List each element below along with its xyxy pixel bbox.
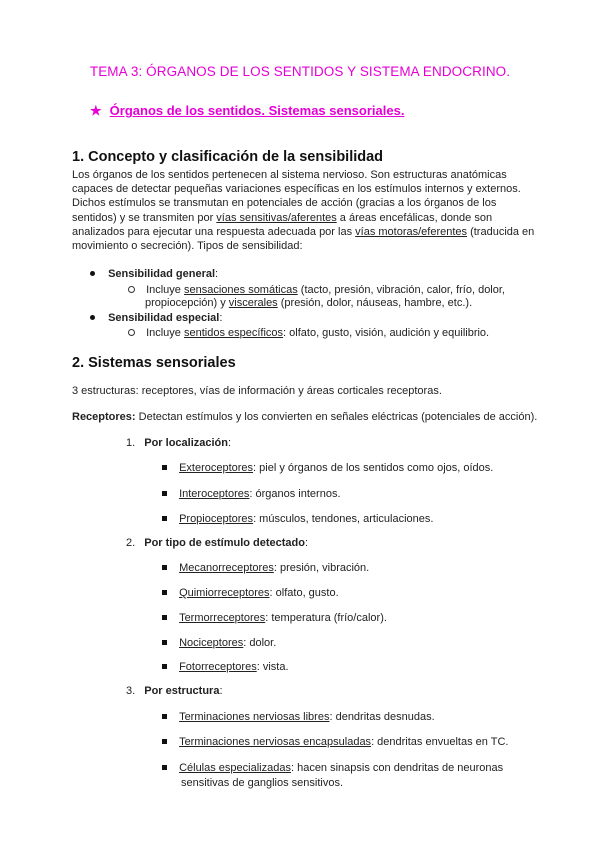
term-link[interactable]: Termorreceptores: [179, 612, 266, 624]
term-link[interactable]: Mecanorreceptores: [179, 562, 274, 574]
term-link[interactable]: Propioceptores: [179, 513, 254, 525]
paragraph-line: Dichos estímulos se transmutan en potenciales de acción (gracias a los órganos de los: [72, 197, 497, 210]
subtitle-link[interactable]: Órganos de los sentidos. Sistemas sensoriales.: [109, 103, 405, 118]
list-item: Células especializadas: hacen sinapsis con dendritas de neuronas: [162, 762, 503, 774]
term-link[interactable]: Células especializadas: [179, 762, 291, 774]
paragraph-line: Los órganos de los sentidos pertenecen al sistema nervioso. Son estructuras anatómicas: [72, 169, 507, 181]
bullet-icon: [90, 271, 95, 276]
square-bullet-icon: [162, 491, 167, 496]
list-item: Nociceptores: dolor.: [162, 637, 276, 649]
term-link[interactable]: Terminaciones nerviosas encapsuladas: [179, 736, 372, 748]
visceral-link[interactable]: viscerales: [228, 297, 278, 309]
square-bullet-icon: [162, 739, 167, 744]
numbered-item-estructura: 3. Por estructura:: [126, 685, 223, 697]
paragraph-line: capaces de detectar pequeñas variaciones específicas en los estímulos internos y externos.: [72, 183, 521, 196]
term-link[interactable]: Exteroceptores: [179, 462, 254, 474]
paragraph-line: analizados para ejecutar una respuesta adecuada por las vías motoras/eferentes (traducida en: [72, 225, 535, 238]
bullet-icon: [90, 315, 95, 320]
section-subtitle: [90, 103, 404, 119]
list-item: Terminaciones nerviosas libres: dendritas desnudas.: [162, 711, 435, 723]
circle-bullet-icon: [128, 329, 135, 336]
list-item: Quimiorreceptores: olfato, gusto.: [162, 587, 339, 599]
list-subitem-general-cont: propiocepción) y viscerales (presión, dolor, náuseas, hambre, etc.).: [145, 297, 473, 309]
list-item: Termorreceptores: temperatura (frío/calor).: [162, 612, 387, 624]
list-item-continuation: sensitivas de ganglios sensitivos.: [181, 777, 344, 789]
paragraph-line: movimiento o secreción). Tipos de sensibilidad:: [72, 240, 303, 253]
square-bullet-icon: [162, 714, 167, 719]
term-link[interactable]: Fotorreceptores: [179, 661, 257, 673]
term-link[interactable]: Terminaciones nerviosas libres: [179, 711, 330, 723]
list-item: Mecanorreceptores: presión, vibración.: [162, 562, 369, 574]
term-link[interactable]: Quimiorreceptores: [179, 587, 270, 599]
list-item: Fotorreceptores: vista.: [162, 661, 289, 673]
afferent-link[interactable]: vías sensitivas/aferentes: [216, 211, 337, 224]
square-bullet-icon: [162, 590, 167, 595]
square-bullet-icon: [162, 765, 167, 770]
square-bullet-icon: [162, 565, 167, 570]
list-item: Exteroceptores: piel y órganos de los sentidos como ojos, oídos.: [162, 462, 493, 474]
document-title: TEMA 3: ÓRGANOS DE LOS SENTIDOS Y SISTEMA ENDOCRINO.: [89, 64, 511, 79]
square-bullet-icon: [162, 465, 167, 470]
section-1-paragraph: [72, 168, 542, 253]
efferent-link[interactable]: vías motoras/eferentes: [355, 225, 468, 238]
list-item: Terminaciones nerviosas encapsuladas: dendritas envueltas en TC.: [162, 736, 508, 748]
numbered-item-localizacion: 1. Por localización:: [126, 437, 232, 449]
square-bullet-icon: [162, 516, 167, 521]
somatic-link[interactable]: sensaciones somáticas: [183, 284, 298, 296]
list-item-general: Sensibilidad general:: [90, 268, 218, 280]
square-bullet-icon: [162, 615, 167, 620]
paragraph-line: sentidos) y se transmiten por vías sensitivas/aferentes a áreas encefálicas, donde son: [72, 211, 493, 224]
square-bullet-icon: [162, 664, 167, 669]
list-subitem-especial: Incluye sentidos específicos: olfato, gusto, visión, audición y equilibrio.: [128, 327, 489, 339]
section-1-heading: 1. Concepto y clasificación de la sensibilidad: [72, 149, 384, 165]
list-item: Interoceptores: órganos internos.: [162, 488, 341, 500]
term-link[interactable]: Nociceptores: [179, 637, 244, 649]
receptores-definition: Receptores: Detectan estímulos y los convierten en señales eléctricas (potenciales de acción).: [72, 411, 538, 423]
numbered-item-estimulo: 2. Por tipo de estímulo detectado:: [126, 537, 309, 549]
specific-senses-link[interactable]: sentidos específicos: [183, 327, 284, 339]
star-icon: ★: [90, 103, 102, 118]
list-item-especial: Sensibilidad especial:: [90, 312, 222, 324]
circle-bullet-icon: [128, 286, 135, 293]
term-link[interactable]: Interoceptores: [179, 488, 250, 500]
square-bullet-icon: [162, 640, 167, 645]
list-item: Propioceptores: músculos, tendones, articulaciones.: [162, 513, 433, 525]
list-subitem-general: Incluye sensaciones somáticas (tacto, presión, vibración, calor, frío, dolor,: [128, 283, 505, 297]
section-2-intro: 3 estructuras: receptores, vías de información y áreas corticales receptoras.: [72, 385, 442, 397]
section-2-heading: 2. Sistemas sensoriales: [72, 355, 236, 371]
